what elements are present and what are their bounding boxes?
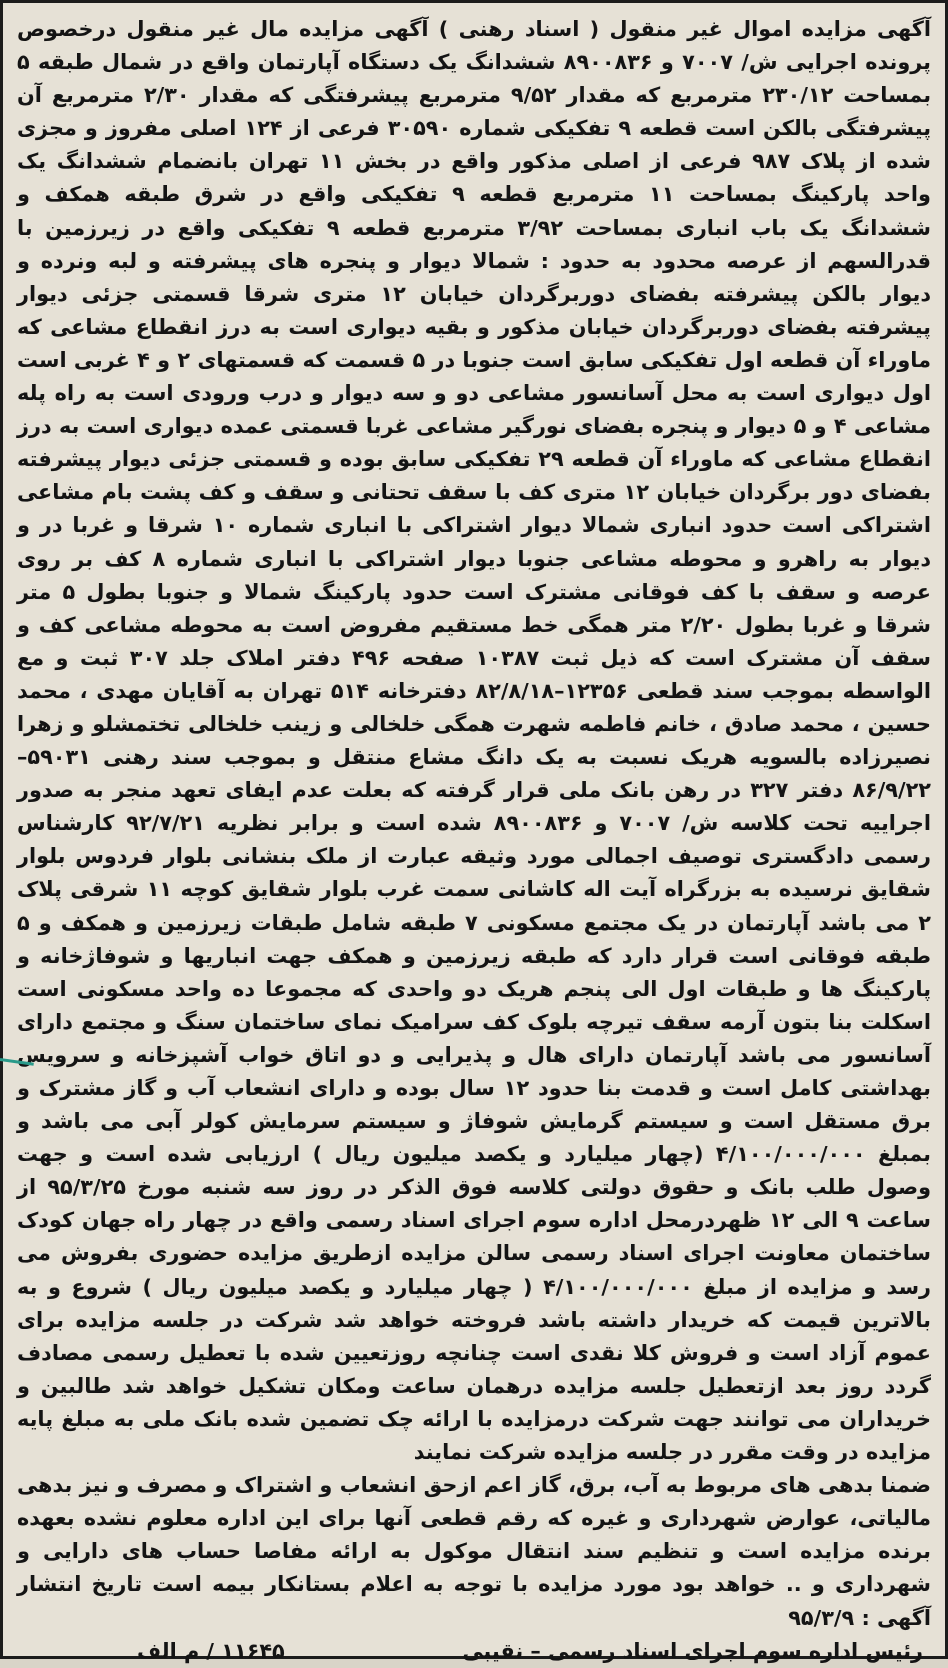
notice-footer <box>17 1635 931 1668</box>
notice-reference: ۱۱۶۴۵ / م الف <box>137 1638 285 1663</box>
notice-body: آگهی مزایده اموال غیر منقول ( اسناد رهنی ) آگهی مزایده مال غیر منقول درخصوص پرونده اجرایی ش/ ۷۰۰۷ و ۸۹۰۰۸۳۶ ششدانگ یک دستگاه آپارتمان واقع در شمال طبقه ۵ بمساحت ۲۳۰/۱۲ مترمربع که مقدار ۹/۵۲ مترمربع پیشرفتگی که مقدار ۲/۳۰ مترمربع آن پیشرفتگی بالکن است قطعه ۹ تفکیکی شماره ۳۰۵۹۰ فرعی از ۱۲۴ اصلی مفروز و مجزی شده از پلاک ۹۸۷ فرعی از اصلی مذکور واقع در بخش ۱۱ تهران بانضمام ششدانگ یک واحد پارکینگ بمساحت ۱۱ مترمربع قطعه ۹ تفکیکی واقع در شرق طبقه همکف و ششدانگ یک باب انباری بمساحت ۳/۹۲ مترمربع قطعه ۹ تفکیکی واقع در زیرزمین با قدرالسهم از عرصه محدود به حدود : شمالا دیوار و پنجره های پیشرفته و لبه ونرده و دیوار بالکن پیشرفته بفضای دوربرگردان خیابان ۱۲ متری شرقا قسمتی جزئی دیوار پیشرفته بفضای دوربرگردان خیابان مذکور و بقیه دیواری است به درز انقطاع مشاعی که ماوراء آن قطعه اول تفکیکی سابق است جنوبا در ۵ قسمت که قسمتهای ۲ و ۴ غربی است اول دیواری است به محل آسانسور مشاعی دو و سه دیوار و درب ورودی است به راه پله مشاعی ۴ و ۵ دیوار و پنجره بفضای نورگیر مشاعی غربا قسمتی عمده دیواری است به درز انقطاع مشاعی که ماوراء آن قطعه ۲۹ تفکیکی سابق بوده و قسمتی جزئی دیوار پیشرفته بفضای دور برگردان خیابان ۱۲ متری کف با سقف تحتانی و سقف و کف پشت بام مشاعی اشتراکی است حدود انباری شمالا دیوار اشتراکی با انباری شماره ۱۰ شرقا و غربا در و دیوار به راهرو و محوطه مشاعی جنوبا دیوار اشتراکی با انباری شماره ۸ کف بر روی عرصه و سقف با کف فوقانی مشترک است حدود پارکینگ شمالا و جنوبا بطول ۵ متر شرقا و غربا بطول ۲/۲۰ متر همگی خط مستقیم مفروض است به محوطه مشاعی کف و سقف آن مشترک است که ذیل ثبت ۱۰۳۸۷ صفحه ۴۹۶ دفتر املاک جلد ۳۰۷ ثبت و مع الواسطه بموجب سند قطعی ۱۲۳۵۶–۸۲/۸/۱۸ دفترخانه ۵۱۴ تهران به آقایان مهدی ، محمد حسین ، محمد صادق ، خانم فاطمه شهرت همگی خلخالی و زینب خلخالی تختمشلو و زهرا نصیرزاده بالسویه هریک نسبت به یک دانگ مشاع منتقل و بموجب سند رهنی ۵۹۰۳۱–۸۶/۹/۲۲ دفتر ۳۲۷ در رهن بانک ملی قرار گرفته که بعلت عدم ایفای تعهد منجر به صدور اجراییه تحت کلاسه ش/ ۷۰۰۷ و ۸۹۰۰۸۳۶ شده است و برابر نظریه ۹۲/۷/۲۱ کارشناس رسمی دادگستری توصیف اجمالی مورد وثیقه عبارت از ملک بنشانی بلوار فردوس بلوار شقایق نرسیده به بزرگراه آیت اله کاشانی سمت غرب بلوار شقایق کوچه ۱۱ شرقی پلاک ۲ می باشد آپارتمان در یک مجتمع مسکونی ۷ طبقه شامل طبقات زیرزمین و همکف و ۵ طبقه فوقانی است قرار دارد که طبقه زیرزمین و همکف جهت انباریها و شوفاژخانه و پارکینگ ها و طبقات اول الی پنجم هریک دو واحدی که مجموعا ده واحد مسکونی است اسکلت بنا بتون آرمه سقف تیرچه بلوک کف سرامیک نمای ساختمان سنگ و مجتمع دارای آسانسور می باشد آپارتمان دارای هال و پذیرایی و دو اتاق خواب آشپزخانه و سرویس بهداشتی کامل است و قدمت بنا حدود ۱۲ سال بوده و دارای انشعاب آب و گاز مشترک و برق مستقل است و سیستم گرمایش شوفاژ و سیستم سرمایش کولر آبی می باشد و بمبلغ ۴/۱۰۰/۰۰۰/۰۰۰ (چهار میلیارد و یکصد میلیون ریال ) ارزیابی شده است و جهت وصول طلب بانک و حقوق دولتی کلاسه فوق الذکر در روز سه شنبه مورخ ۹۵/۳/۲۵ از ساعت ۹ الی ۱۲ ظهردرمحل اداره سوم اجرای اسناد رسمی واقع در چهار راه جهان کودک ساختمان معاونت اجرای اسناد رسمی سالن مزایده ازطریق مزایده حضوری بفروش می رسد و مزایده از مبلغ ۴/۱۰۰/۰۰۰/۰۰۰ ( چهار میلیارد و یکصد میلیون ریال ) شروع و به بالاترین قیمت که خریدار داشته باشد فروخته خواهد شد شرکت در جلسه مزایده برای عموم آزاد است و فروش کلا نقدی است چنانچه روزتعیین شده با تعطیل رسمی مصادف گردد روز بعد ازتعطیل جلسه مزایده درهمان ساعت ومکان تشکیل خواهد شد طالبین و خریداران می توانند جهت شرکت درمزایده با ارائه چک تضمین شده بانک ملی به مبلغ پایه مزایده در وقت مقرر در جلسه مزایده شرکت نمایند <box>17 17 932 1465</box>
notice-signature: رئیس اداره سوم اجرای اسناد رسمی – نقیبی <box>462 1638 923 1663</box>
notice-note: ضمنا بدهی های مربوط به آب، برق، گاز اعم ازحق انشعاب و اشتراک و مصرف و نیز بدهی مالیاتی، عوارض شهرداری و غیره که رقم قطعی آنها برای این اداره معلوم نشده بعهده برنده مزایده است و تنظیم سند انتقال موکول به ارائه مفاصا حساب های دارایی و شهرداری و .. خواهد بود مورد مزایده با توجه به اعلام بستانکار بیمه است تاریخ انتشار آگهی : ۹۵/۳/۹ <box>17 1473 931 1630</box>
auction-notice <box>17 13 931 1635</box>
